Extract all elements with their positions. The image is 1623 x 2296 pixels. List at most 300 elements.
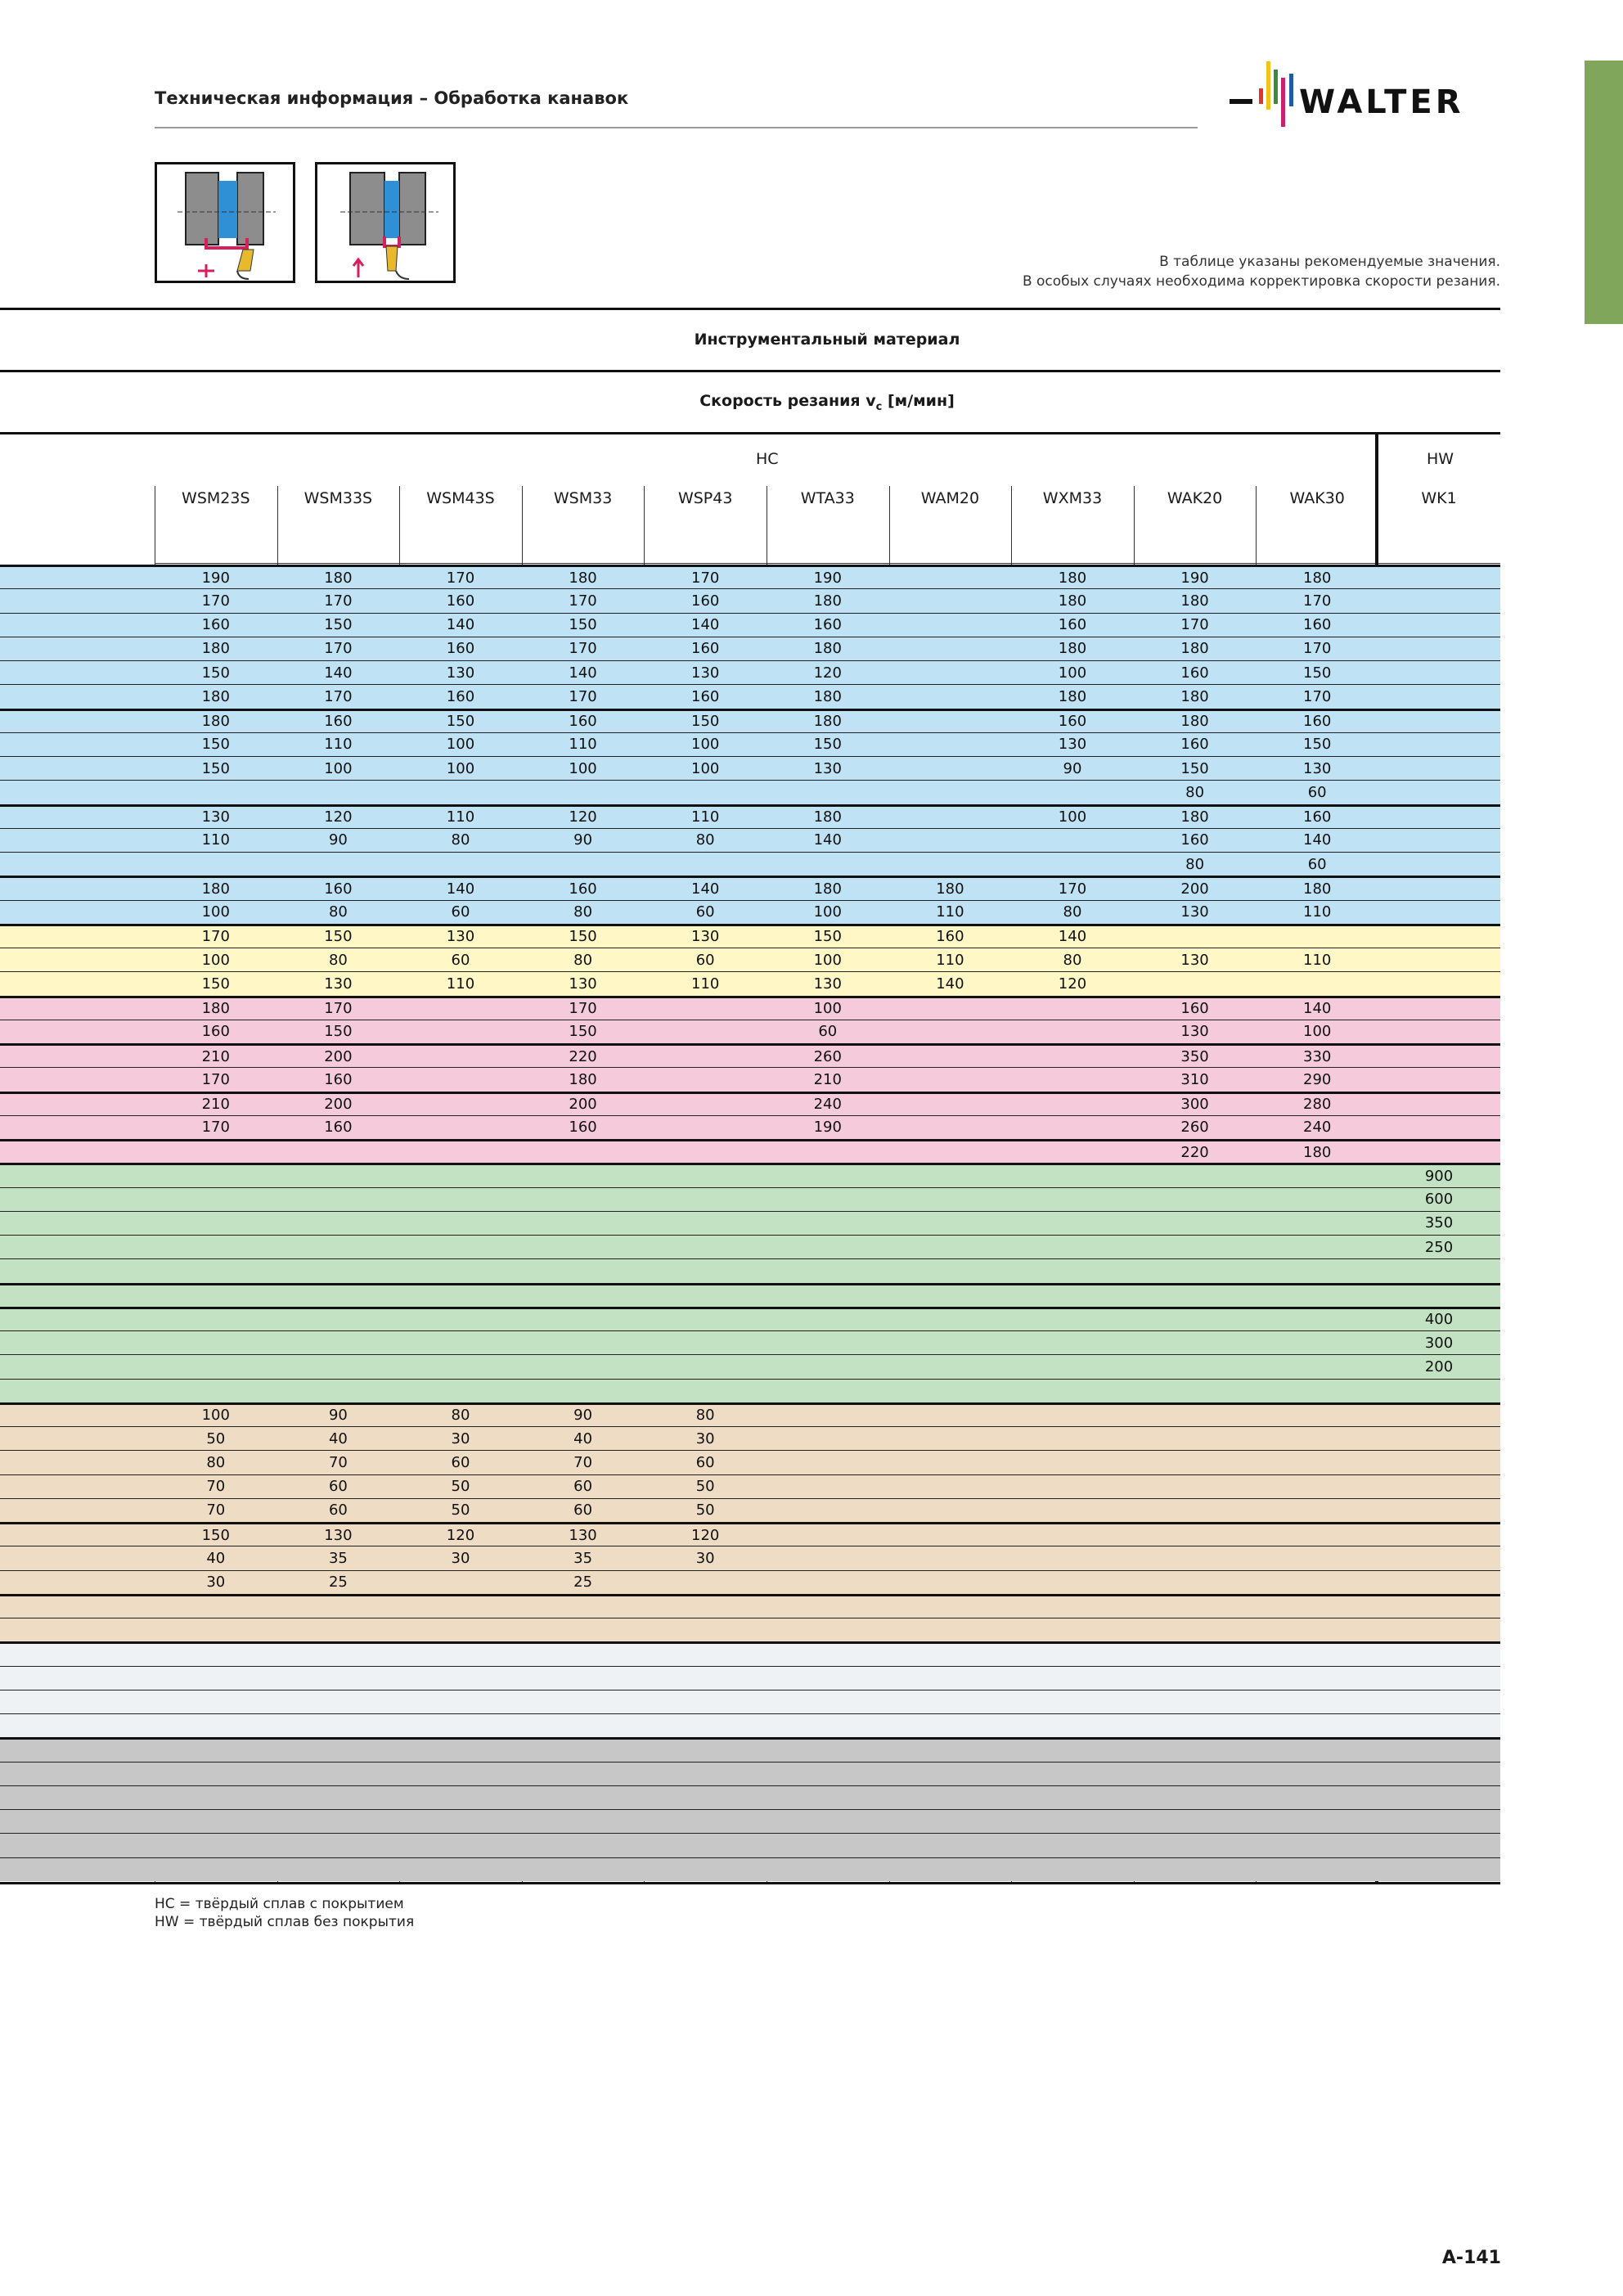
column-header-wak30: WAK30 — [1289, 489, 1345, 507]
table-row — [0, 996, 1500, 1020]
table-cell — [1256, 1667, 1378, 1690]
table-cell: 130 — [1180, 903, 1209, 921]
table-cell: 130 — [324, 975, 353, 993]
table-cell — [889, 1810, 1012, 1833]
table-cell — [155, 1667, 277, 1690]
table-cell — [1378, 1094, 1500, 1115]
table-cell — [155, 1165, 277, 1186]
table-cell — [644, 1046, 767, 1067]
table-cell — [1256, 1740, 1378, 1761]
table-cell — [522, 1331, 645, 1354]
table-cell: 180 — [1180, 640, 1209, 658]
table-cell — [155, 1690, 277, 1713]
table-cell: 170 — [201, 592, 230, 610]
table-row — [0, 1522, 1500, 1546]
table-cell: 160 — [569, 1119, 597, 1137]
table-cell — [1378, 685, 1500, 708]
table-cell — [644, 1380, 767, 1402]
table-cell — [1378, 733, 1500, 756]
table-cell — [522, 1786, 645, 1809]
table-cell — [399, 1020, 522, 1043]
table-cell — [155, 1331, 277, 1354]
table-cell — [644, 1618, 767, 1641]
table-cell: 80 — [1063, 951, 1082, 969]
table-cell — [1011, 1094, 1134, 1115]
table-cell — [1256, 926, 1378, 948]
table-cell — [889, 1141, 1012, 1163]
table-cell: 150 — [813, 736, 842, 754]
table-cell — [1134, 1546, 1257, 1569]
table-cell — [399, 1380, 522, 1402]
table-cell — [1256, 1786, 1378, 1809]
table-cell: 160 — [446, 640, 475, 658]
table-cell: 180 — [813, 880, 842, 898]
column-header-wk1: WK1 — [1421, 489, 1457, 507]
table-row — [0, 876, 1500, 899]
table-cell — [1256, 1571, 1378, 1594]
table-cell — [1378, 1380, 1500, 1402]
table-cell: 120 — [691, 1526, 720, 1544]
table-cell — [889, 998, 1012, 1020]
table-cell: 150 — [201, 736, 230, 754]
table-cell — [1134, 1786, 1257, 1809]
table-cell — [644, 1810, 767, 1833]
table-cell — [522, 1644, 645, 1665]
table-cell: 140 — [446, 880, 475, 898]
header-bottom-rule — [155, 563, 1500, 564]
table-cell: 140 — [1058, 928, 1087, 946]
table-cell: 170 — [324, 640, 353, 658]
table-row — [0, 660, 1500, 684]
column-header-wsp43: WSP43 — [677, 489, 733, 507]
table-cell — [277, 1165, 400, 1186]
table-cell: 110 — [1303, 903, 1332, 921]
page-number: A-141 — [1441, 2248, 1501, 2268]
table-cell: 130 — [1058, 736, 1087, 754]
table-cell: 40 — [573, 1429, 593, 1447]
table-cell: 100 — [813, 903, 842, 921]
table-cell: 110 — [446, 975, 475, 993]
table-cell — [277, 1618, 400, 1641]
table-cell: 90 — [328, 1407, 348, 1425]
table-cell — [644, 1068, 767, 1091]
table-row — [0, 1211, 1500, 1235]
table-cell: 400 — [1424, 1311, 1454, 1329]
table-cell: 80 — [695, 1407, 715, 1425]
table-cell: 160 — [324, 1070, 353, 1088]
table-cell — [767, 781, 889, 804]
table-cell: 80 — [573, 951, 593, 969]
table-cell: 150 — [569, 928, 597, 946]
table-cell: 80 — [328, 903, 348, 921]
table-cell — [1378, 1667, 1500, 1690]
table-cell: 150 — [201, 664, 230, 682]
table-cell — [522, 1355, 645, 1378]
table-cell — [889, 1165, 1012, 1186]
table-cell: 60 — [451, 1453, 470, 1471]
table-cell: 100 — [201, 951, 230, 969]
table-row — [0, 684, 1500, 708]
table-cell — [1378, 757, 1500, 780]
group-label-hw: HW — [1427, 450, 1454, 468]
table-cell — [889, 1285, 1012, 1307]
table-cell — [644, 1212, 767, 1235]
table-cell: 160 — [1180, 831, 1209, 849]
table-cell: 60 — [1307, 855, 1327, 873]
table-cell — [1256, 1331, 1378, 1354]
table-cell — [1134, 1690, 1257, 1713]
table-cell: 170 — [201, 1070, 230, 1088]
table-cell — [1378, 1524, 1500, 1546]
table-cell: 200 — [1180, 880, 1209, 898]
table-cell: 170 — [1180, 616, 1209, 634]
table-cell: 180 — [201, 713, 230, 731]
table-cell: 170 — [1058, 880, 1087, 898]
table-cell — [889, 1714, 1012, 1737]
table-cell — [644, 1858, 767, 1881]
table-cell: 90 — [573, 831, 593, 849]
table-cell: 190 — [813, 569, 842, 587]
footnote-hc: HC = твёрдый сплав с покрытием — [155, 1896, 404, 1912]
table-cell: 30 — [451, 1549, 470, 1567]
table-cell — [889, 1046, 1012, 1067]
table-cell: 180 — [1180, 687, 1209, 705]
table-cell — [767, 1786, 889, 1809]
cutting-speed-heading — [0, 392, 1623, 413]
table-row — [0, 1187, 1500, 1211]
table-row — [0, 1379, 1500, 1402]
table-cell — [767, 1740, 889, 1761]
table-cell — [277, 1740, 400, 1761]
table-row — [0, 1498, 1500, 1522]
column-header-wsm43s: WSM43S — [426, 489, 495, 507]
table-cell: 100 — [324, 759, 353, 777]
table-cell — [155, 1810, 277, 1833]
table-cell: 180 — [1058, 592, 1087, 610]
table-cell: 210 — [813, 1070, 842, 1088]
table-row — [0, 613, 1500, 637]
table-cell — [1011, 1380, 1134, 1402]
table-cell: 150 — [324, 1023, 353, 1041]
table-cell: 80 — [573, 903, 593, 921]
table-cell — [522, 781, 645, 804]
table-cell: 150 — [1303, 664, 1332, 682]
table-cell — [767, 853, 889, 876]
table-cell: 180 — [1058, 569, 1087, 587]
table-cell — [1378, 1596, 1500, 1618]
table-row — [0, 1641, 1500, 1665]
table-row — [0, 1857, 1500, 1881]
table-cell — [1134, 1165, 1257, 1186]
table-cell: 350 — [1424, 1214, 1454, 1232]
table-cell — [1378, 1786, 1500, 1809]
table-cell — [1134, 1763, 1257, 1785]
table-cell — [1378, 901, 1500, 924]
table-cell — [1134, 1285, 1257, 1307]
table-cell — [1378, 1475, 1500, 1498]
table-cell — [644, 853, 767, 876]
table-cell — [644, 1714, 767, 1737]
table-cell — [1378, 781, 1500, 804]
table-cell — [155, 1285, 277, 1307]
table-cell — [1011, 1834, 1134, 1857]
table-cell — [644, 1141, 767, 1163]
band-rule-2 — [0, 432, 1500, 434]
table-cell: 170 — [1303, 640, 1332, 658]
table-cell: 280 — [1303, 1096, 1332, 1114]
table-cell: 130 — [569, 975, 597, 993]
table-cell — [522, 853, 645, 876]
grooving-radial-diagram — [315, 162, 456, 283]
table-cell: 160 — [936, 928, 964, 946]
table-cell: 120 — [1058, 975, 1087, 993]
table-cell — [1134, 1309, 1257, 1330]
table-cell — [1134, 1331, 1257, 1354]
table-cell: 240 — [1303, 1119, 1332, 1137]
table-cell: 80 — [1063, 903, 1082, 921]
table-cell — [767, 1141, 889, 1163]
table-row — [0, 1354, 1500, 1378]
table-row — [0, 1402, 1500, 1426]
table-cell: 140 — [691, 880, 720, 898]
table-cell — [1256, 1763, 1378, 1785]
table-cell: 110 — [936, 903, 964, 921]
table-cell: 150 — [324, 928, 353, 946]
table-row — [0, 1833, 1500, 1857]
table-cell — [1011, 1020, 1134, 1043]
table-cell: 160 — [569, 880, 597, 898]
table-cell — [1378, 1427, 1500, 1450]
table-cell — [1256, 1451, 1378, 1474]
table-cell — [399, 853, 522, 876]
table-cell — [889, 1475, 1012, 1498]
table-row — [0, 1474, 1500, 1498]
table-cell — [1134, 1427, 1257, 1450]
table-cell: 260 — [813, 1047, 842, 1065]
table-cell — [767, 1309, 889, 1330]
table-cell: 160 — [691, 640, 720, 658]
table-cell: 60 — [451, 903, 470, 921]
table-cell — [399, 1212, 522, 1235]
table-row — [0, 1785, 1500, 1809]
table-cell: 190 — [1180, 569, 1209, 587]
table-cell — [1256, 1285, 1378, 1307]
table-cell — [1134, 1667, 1257, 1690]
table-cell — [1378, 711, 1500, 732]
table-cell — [1256, 1165, 1378, 1186]
table-cell — [1011, 853, 1134, 876]
table-cell — [522, 1188, 645, 1211]
table-cell — [1256, 1546, 1378, 1569]
table-row — [0, 1666, 1500, 1690]
table-cell: 120 — [324, 808, 353, 826]
table-row — [0, 1618, 1500, 1641]
header-divider — [155, 127, 1198, 128]
table-cell: 170 — [1303, 592, 1332, 610]
table-cell — [522, 1618, 645, 1641]
table-row — [0, 1737, 1500, 1761]
table-cell — [767, 1571, 889, 1594]
table-cell — [399, 1571, 522, 1594]
table-cell: 150 — [1303, 736, 1332, 754]
table-cell: 130 — [691, 664, 720, 682]
footnotes — [155, 1895, 414, 1931]
cutting-speed-subscript: c — [875, 400, 883, 413]
table-cell — [1378, 1858, 1500, 1881]
table-cell: 170 — [324, 687, 353, 705]
table-row — [0, 1163, 1500, 1186]
table-cell: 160 — [1058, 616, 1087, 634]
table-cell: 110 — [569, 736, 597, 754]
table-cell: 170 — [569, 592, 597, 610]
table-cell — [399, 781, 522, 804]
table-row — [0, 1115, 1500, 1139]
table-cell: 60 — [695, 903, 715, 921]
table-cell: 80 — [451, 1407, 470, 1425]
table-cell: 50 — [695, 1478, 715, 1496]
table-cell — [1256, 1810, 1378, 1833]
table-cell: 180 — [569, 569, 597, 587]
table-cell: 170 — [446, 569, 475, 587]
table-cell — [889, 1331, 1012, 1354]
table-cell: 160 — [446, 592, 475, 610]
table-cell — [522, 1834, 645, 1857]
table-row — [0, 709, 1500, 732]
table-row — [0, 1139, 1500, 1163]
table-cell — [1378, 1141, 1500, 1163]
table-bottom-rule — [0, 1882, 1500, 1884]
table-cell — [889, 1834, 1012, 1857]
table-cell — [1011, 1786, 1134, 1809]
table-cell: 210 — [201, 1047, 230, 1065]
table-cell: 150 — [446, 713, 475, 731]
table-cell — [1134, 1355, 1257, 1378]
table-cell — [155, 1380, 277, 1402]
table-cell — [399, 1858, 522, 1881]
table-cell — [399, 1667, 522, 1690]
table-cell: 140 — [446, 616, 475, 634]
table-cell — [1378, 807, 1500, 828]
table-cell: 150 — [1180, 759, 1209, 777]
table-cell — [277, 1380, 400, 1402]
table-cell — [522, 1259, 645, 1282]
table-cell — [1134, 1524, 1257, 1546]
table-cell — [399, 1046, 522, 1067]
table-cell — [644, 998, 767, 1020]
table-cell: 160 — [1303, 713, 1332, 731]
table-cell — [644, 1667, 767, 1690]
table-cell: 70 — [206, 1478, 226, 1496]
table-cell: 180 — [813, 713, 842, 731]
table-cell — [644, 1786, 767, 1809]
table-cell — [1011, 1116, 1134, 1139]
table-cell — [767, 1355, 889, 1378]
table-cell — [277, 781, 400, 804]
table-cell — [889, 1427, 1012, 1450]
table-cell: 900 — [1424, 1167, 1454, 1185]
table-cell — [889, 807, 1012, 828]
table-cell — [1011, 1141, 1134, 1163]
table-cell — [1011, 1212, 1134, 1235]
table-cell — [1134, 1714, 1257, 1737]
table-cell — [399, 1763, 522, 1785]
table-cell: 190 — [201, 569, 230, 587]
table-cell: 60 — [328, 1478, 348, 1496]
table-cell: 140 — [813, 831, 842, 849]
table-cell: 160 — [324, 880, 353, 898]
table-cell — [889, 1355, 1012, 1378]
table-row — [0, 1330, 1500, 1354]
table-cell — [1134, 972, 1257, 995]
table-cell: 60 — [695, 951, 715, 969]
table-cell — [767, 1810, 889, 1833]
table-cell — [644, 1763, 767, 1785]
table-row — [0, 1690, 1500, 1713]
table-cell — [767, 1427, 889, 1450]
table-cell — [277, 1259, 400, 1282]
table-cell: 180 — [1180, 713, 1209, 731]
table-cell — [767, 1451, 889, 1474]
table-cell — [522, 1810, 645, 1833]
table-cell: 150 — [569, 616, 597, 634]
table-cell — [1011, 1714, 1134, 1737]
table-cell — [1378, 1834, 1500, 1857]
table-cell — [155, 781, 277, 804]
table-cell — [1378, 1068, 1500, 1091]
table-row — [0, 852, 1500, 876]
table-cell — [1134, 1858, 1257, 1881]
table-cell — [277, 1644, 400, 1665]
table-cell: 100 — [446, 736, 475, 754]
table-cell — [644, 1165, 767, 1186]
table-cell: 130 — [1180, 951, 1209, 969]
table-cell — [644, 1596, 767, 1618]
table-row — [0, 1570, 1500, 1594]
table-cell — [1011, 1259, 1134, 1282]
table-cell — [1011, 1068, 1134, 1091]
table-cell — [644, 1285, 767, 1307]
table-cell — [1134, 1499, 1257, 1522]
table-cell: 180 — [936, 880, 964, 898]
table-cell — [767, 1524, 889, 1546]
table-cell — [889, 1380, 1012, 1402]
table-cell — [277, 1188, 400, 1211]
table-row — [0, 780, 1500, 804]
table-cell: 80 — [451, 831, 470, 849]
table-cell: 130 — [201, 808, 230, 826]
table-cell: 80 — [206, 1453, 226, 1471]
table-cell — [399, 1068, 522, 1091]
grooving-radial-icon — [317, 164, 453, 281]
table-cell — [1256, 1834, 1378, 1857]
table-cell — [889, 589, 1012, 612]
table-cell — [1256, 1618, 1378, 1641]
table-cell: 140 — [569, 664, 597, 682]
table-cell: 60 — [328, 1501, 348, 1519]
table-cell — [889, 1690, 1012, 1713]
table-cell — [644, 1644, 767, 1665]
table-cell — [767, 1834, 889, 1857]
table-cell — [1256, 1524, 1378, 1546]
table-cell — [767, 1285, 889, 1307]
table-cell — [522, 1763, 645, 1785]
table-cell: 300 — [1424, 1334, 1454, 1352]
table-cell — [889, 614, 1012, 637]
table-cell: 250 — [1424, 1238, 1454, 1256]
table-cell — [1378, 1020, 1500, 1043]
table-cell: 120 — [569, 808, 597, 826]
table-cell: 130 — [813, 975, 842, 993]
